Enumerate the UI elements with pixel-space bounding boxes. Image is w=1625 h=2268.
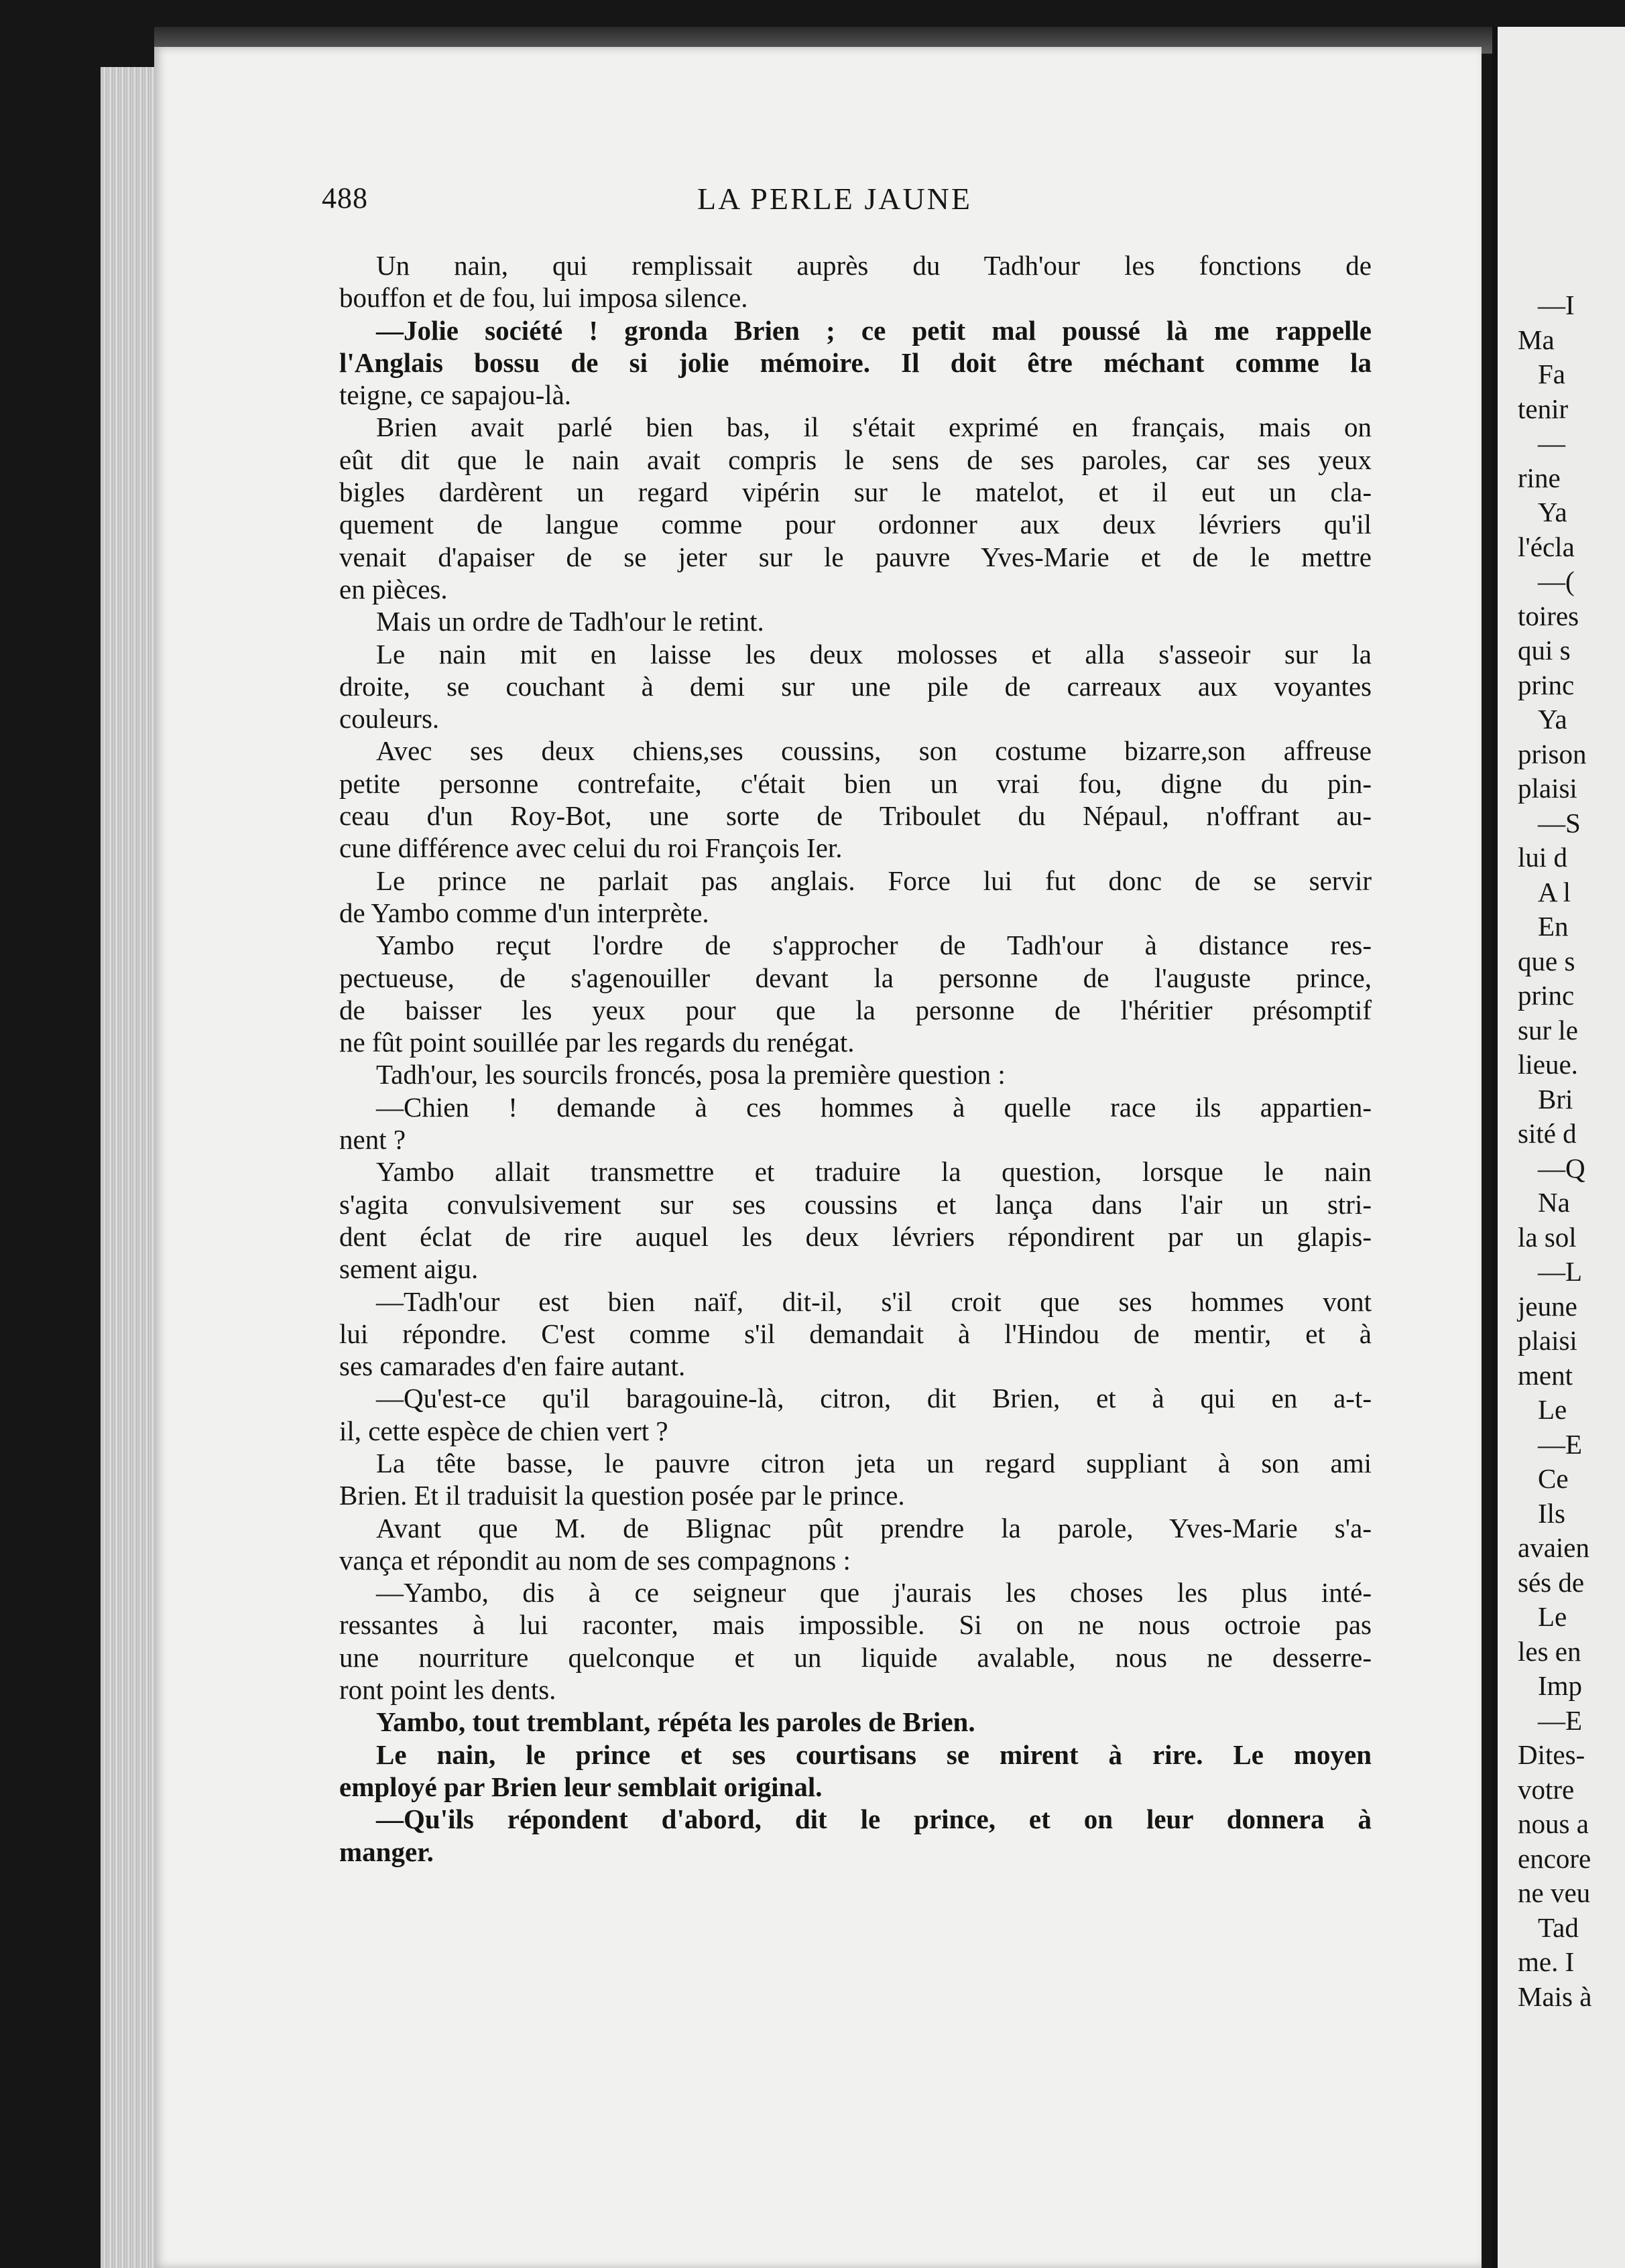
facing-page-line: que s: [1518, 945, 1575, 976]
facing-page-line: Imp: [1538, 1670, 1583, 1701]
facing-page-line: toires: [1518, 600, 1579, 631]
text-line: ne fût point souillée par les regards du renégat.: [339, 1027, 855, 1058]
facing-page-line: Tad: [1538, 1911, 1579, 1943]
facing-page-line: princ: [1518, 669, 1575, 700]
facing-page-line: ment: [1518, 1359, 1573, 1391]
facing-page-line: les en: [1518, 1635, 1581, 1667]
text-line: —Yambo, dis à ce seigneur que j'aurais les choses les plus inté-: [376, 1577, 1372, 1609]
facing-page-line: jeune: [1518, 1290, 1577, 1322]
facing-page-line: lieue.: [1518, 1049, 1578, 1080]
facing-page-text: [1518, 288, 1625, 2014]
text-line: —Qu'ils répondent d'abord, dit le prince, et on leur donnera à: [376, 1804, 1372, 1835]
text-line: —Tadh'our est bien naïf, dit-il, s'il croit que ses hommes vont: [376, 1285, 1372, 1317]
page-number: 488: [322, 182, 368, 214]
text-line: ses camarades d'en faire autant.: [339, 1350, 686, 1382]
facing-page-line: Dites-: [1518, 1739, 1585, 1770]
facing-page-line: Na: [1538, 1187, 1570, 1218]
facing-page-line: —S: [1538, 807, 1581, 838]
facing-page-line: qui s: [1518, 635, 1571, 666]
text-line: Tadh'our, les sourcils froncés, posa la première question :: [376, 1059, 1006, 1090]
text-line: de Yambo comme d'un interprète.: [339, 897, 709, 928]
text-line: vança et répondit au nom de ses compagnons :: [339, 1544, 851, 1576]
facing-page-line: nous a: [1518, 1808, 1589, 1839]
facing-page-line: l'écla: [1518, 531, 1575, 562]
facing-page-line: sés de: [1518, 1566, 1585, 1598]
text-line: Mais un ordre de Tadh'our le retint.: [376, 606, 764, 637]
facing-page-line: princ: [1518, 980, 1575, 1011]
facing-page-line: Le: [1538, 1394, 1567, 1425]
facing-page-line: —E: [1538, 1428, 1583, 1460]
facing-page: [1492, 27, 1625, 2268]
facing-page-line: Le: [1538, 1601, 1567, 1632]
text-line: ceau d'un Roy-Bot, une sorte de Triboulet du Népaul, n'offrant au-: [339, 800, 1372, 832]
facing-page-line: plaisi: [1518, 773, 1577, 804]
text-line: Yambo allait transmettre et traduire la question, lorsque le nain: [376, 1156, 1372, 1188]
facing-page-line: prison: [1518, 738, 1587, 769]
text-line: sement aigu.: [339, 1253, 479, 1285]
text-line: manger.: [339, 1836, 434, 1867]
facing-page-line: Ya: [1538, 497, 1567, 527]
body-text: [339, 249, 1372, 1868]
text-line: cune différence avec celui du roi François Ier.: [339, 832, 843, 864]
facing-page-line: Mais à: [1518, 1980, 1592, 2012]
text-line: pectueuse, de s'agenouiller devant la personne de l'auguste prince,: [339, 962, 1372, 993]
text-line: il, cette espèce de chien vert ?: [339, 1415, 668, 1446]
text-line: La tête basse, le pauvre citron jeta un regard suppliant à son ami: [376, 1447, 1372, 1478]
facing-page-line: Ma: [1518, 324, 1555, 355]
facing-page-line: Bri: [1538, 1083, 1573, 1115]
text-line: ressantes à lui raconter, mais impossible. Si on ne nous octroie pas: [339, 1609, 1372, 1641]
text-line: eût dit que le nain avait compris le sens de ses paroles, car ses yeux: [339, 444, 1372, 475]
facing-page-line: plaisi: [1518, 1325, 1577, 1356]
text-line: une nourriture quelconque et un liquide avalable, nous ne desserre-: [339, 1641, 1372, 1673]
facing-page-line: ne veu: [1518, 1877, 1591, 1908]
facing-page-line: En: [1538, 911, 1569, 942]
facing-page-line: votre: [1518, 1773, 1575, 1805]
text-line: Brien avait parlé bien bas, il s'était exprimé en français, mais on: [376, 412, 1372, 443]
text-line: en pièces.: [339, 573, 448, 605]
text-line: employé par Brien leur semblait original.: [339, 1771, 823, 1802]
facing-page-line: —L: [1538, 1256, 1583, 1287]
text-line: lui répondre. C'est comme s'il demandait à l'Hindou de mentir, et à: [339, 1318, 1372, 1349]
facing-page-line: Fa: [1538, 359, 1565, 389]
facing-page-line: avaien: [1518, 1532, 1589, 1563]
text-line: de baisser les yeux pour que la personne de l'héritier présomptif: [339, 994, 1372, 1025]
facing-page-line: encore: [1518, 1842, 1591, 1874]
facing-page-line: —: [1538, 428, 1565, 458]
facing-page-line: tenir: [1518, 393, 1569, 424]
running-title: LA PERLE JAUNE: [697, 182, 972, 216]
text-line: l'Anglais bossu de si jolie mémoire. Il doit être méchant comme la: [339, 346, 1372, 378]
text-line: ront point les dents.: [339, 1674, 556, 1706]
text-line: Un nain, qui remplissait auprès du Tadh'our les fonctions de: [376, 250, 1372, 281]
text-line: Yambo reçut l'ordre de s'approcher de Tadh'our à distance res-: [376, 930, 1372, 961]
text-line: teigne, ce sapajou-là.: [339, 379, 572, 411]
text-line: petite personne contrefaite, c'était bien un vrai fou, digne du pin-: [339, 767, 1372, 799]
facing-page-line: me. I: [1518, 1946, 1575, 1977]
text-line: droite, se couchant à demi sur une pile de carreaux aux voyantes: [339, 670, 1372, 702]
text-line: Avec ses deux chiens,ses coussins, son costume bizarre,son affreuse: [376, 735, 1372, 767]
facing-page-line: lui d: [1518, 842, 1568, 873]
facing-page-line: sur le: [1518, 1014, 1578, 1046]
text-line: —Chien ! demande à ces hommes à quelle race ils appartien-: [376, 1091, 1372, 1123]
facing-page-line: —I: [1538, 290, 1575, 320]
text-line: dent éclat de rire auquel les deux lévriers répondirent par un glapis-: [339, 1220, 1372, 1252]
facing-page-line: A l: [1538, 876, 1571, 907]
facing-page-line: —(: [1538, 566, 1575, 596]
text-line: bigles dardèrent un regard vipérin sur le matelot, et il eut un cla-: [339, 477, 1372, 508]
facing-page-line: la sol: [1518, 1221, 1577, 1253]
text-line: Le nain mit en laisse les deux molosses et alla s'asseoir sur la: [376, 638, 1372, 670]
facing-page-line: —E: [1538, 1704, 1583, 1736]
text-line: couleurs.: [339, 703, 440, 735]
text-line: —Jolie société ! gronda Brien ; ce petit mal poussé là me rappelle: [376, 314, 1372, 346]
text-line: venait d'apaiser de se jeter sur le pauvre Yves-Marie et de le mettre: [339, 541, 1372, 572]
text-line: Le nain, le prince et ses courtisans se mirent à rire. Le moyen: [376, 1739, 1372, 1770]
facing-page-line: rine: [1518, 462, 1561, 493]
facing-page-line: —Q: [1538, 1152, 1585, 1184]
facing-page-line: Ils: [1538, 1497, 1565, 1529]
text-line: quement de langue comme pour ordonner aux deux lévriers qu'il: [339, 509, 1372, 540]
text-line: nent ?: [339, 1124, 406, 1155]
text-line: Avant que M. de Blignac pût prendre la parole, Yves-Marie s'a-: [376, 1512, 1372, 1544]
text-line: bouffon et de fou, lui imposa silence.: [339, 282, 748, 314]
text-line: s'agita convulsivement sur ses coussins et lança dans l'air un stri-: [339, 1188, 1372, 1220]
facing-page-line: Ya: [1538, 704, 1567, 735]
facing-page-line: sité d: [1518, 1118, 1577, 1149]
facing-page-line: Ce: [1538, 1463, 1569, 1494]
text-line: —Qu'est-ce qu'il baragouine-là, citron, dit Brien, et à qui en a-t-: [376, 1383, 1372, 1414]
text-line: Yambo, tout tremblant, répéta les paroles de Brien.: [376, 1706, 975, 1738]
text-line: Le prince ne parlait pas anglais. Force lui fut donc de se servir: [376, 865, 1372, 896]
text-line: Brien. Et il traduisit la question posée par le prince.: [339, 1480, 905, 1511]
page-header: [322, 181, 1368, 228]
